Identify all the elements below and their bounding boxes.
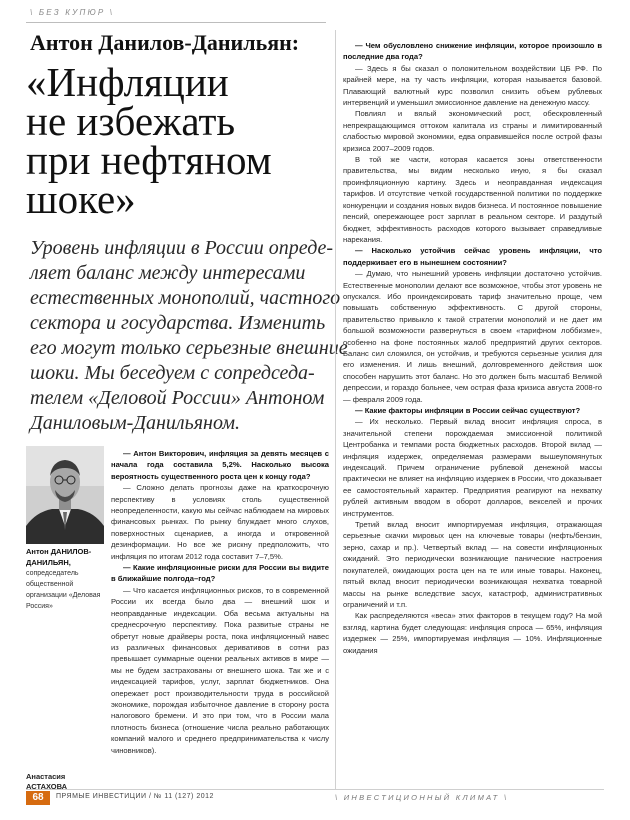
lead-line: естественных монополий, частного [30,287,341,309]
interview-answer: — Думаю, что нынешний уровень инфляции достаточно устойчив. Естественные монополии делают все возможное, чтобы этот уровень не опускался. Ибо проиндексировать тариф значительно проще, чем повышать собственную эффективность. С другой стороны, правительство привыкло к такой стратегии монополий и не дает им большой возможности развернуться в своем «тарифном лоббизме», особенно на фоне постоянных жалоб предприятий других секторов. Баланс сил сложился, он устойчив, и требуются серьезные усилия для его изменения. И лишь внешний, долговременного действия шок способен нарушить этот баланс. Но это должен быть масштаб Великой депрессии, и гораздо больнее, чем острая фаза кризиса августа 2008-го — февраля 2009 года. [343,269,602,404]
headline-line: шоке» [26,176,136,222]
interview-answer: — Их несколько. Первый вклад вносит инфляция спроса, в значительной степени порождаемая эмиссионной политикой Центробанка и темпами роста бюджетных расходов. Второй вклад — инфляция издержек, определяемая размерами вышеупомянутых индексаций. Причем ограничение рублевой денежной массы практически не влияет на инфляцию издержек в России, что доказывает ее самостоятельный характер. Предприятия реагируют на нехватку рублей активным вводом в оборот долларов, векселей и прочих инструментов. [343,417,602,518]
interview-question: — Чем обусловлено снижение инфляции, которое произошло в последние два года? [343,41,602,62]
portrait-photo [26,446,104,544]
caption-role: сопредседатель общественной организации «Деловая Россия» [26,570,101,610]
column-divider [335,30,336,790]
lead-paragraph [30,236,348,436]
speaker-name: Антон Данилов-Данильян: [30,30,300,55]
interview-answer: — Что касается инфляционных рисков, то в современной России их всегда было два — внешний шок и неоправданные индексации. Оба весьма актуальны на среднесрочную перспективу. Пока развитые страны не обретут новые драйверы роста, пока инфляционный навес из различных финансовых деривативов в сотни раз превышает суммарные оценки реальных активов в мире — мы не будем застрахованы от внешнего шока. Так же и с индексацией тарифов, услуг, зарплат бюджетников. Она опережает рост производительности труда в российской экономике, порождая избыточное давление в сторону роста налогового бремени. И это при том, что в России мала плотность бизнеса (отношение числа реально работающих компаний малого и среднего предпринимательства к числу чиновников). [111,585,329,755]
interview-answer: В той же части, которая касается зоны ответственности правительства, мы видим несколько иную, я бы сказал проинфляционную картину. Здесь и неоправданная индексация тарифов. И отсутствие четкой государственной политики по поддержке конкуренции и создания новых видов бизнеса. И постоянное повышение пенсий, опережающее рост зарплат в реальном секторе. И раздутый бюджет, эффективность расходов которого вызывает справедливые нарекания. [343,155,602,244]
interview-answer: Третий вклад вносит импортируемая инфляция, отражающая серьезные скачки мировых цен на ключевые товары (нефть/бензин, зерно, сахар и пр.). Четвертый вклад — на совести инфляционных ожиданий. Это периодически возникающие панические настроения покупателей, ожидающих роста цен на те или иные товары. Наконец, пятый вклад вносит периодически возникающая нехватка товарной массы на рынке вследствие засух, катастроф, административных ограничений и т.п. [343,520,602,609]
article-headline [26,59,272,222]
headline-line: при нефтяном [26,137,272,183]
interview-question: — Антон Викторович, инфляция за девять месяцев с начала года составила 5,2%. Насколько высока вероятность существенного роста цен к концу года? [111,449,329,481]
section-title: \ ИНВЕСТИЦИОННЫЙ КЛИМАТ \ [335,793,509,802]
lead-line: шоки. Мы беседуем с сопредседа- [30,362,315,384]
interview-question: — Насколько устойчив сейчас уровень инфляции, что поддерживает его в нынешнем состоянии? [343,246,602,267]
page-number: 68 [26,791,50,805]
interview-answer: — Сложно делать прогнозы даже на краткосрочную перспективу в условиях столь существенной неопределенности, какую мы сейчас наблюдаем на мировых финансовых рынках. По рынку блуждает много слухов, поверхностных сценариев, а иногда и откровенной дезинформации. Но все же рискну предположить, что инфляция по итогам 2012 года составит 7–7,5%. [111,483,329,561]
lead-line: Даниловым-Данильяном. [30,412,240,434]
lead-line: сектора и государства. Изменить [30,312,326,334]
article-column-right [343,40,602,656]
interview-answer: Как распределяются «веса» этих факторов в текущем году? На мой взгляд, картина будет следующая: инфляция спроса — 65%, инфляция издержек — 25%, импортируемая инфляция — 10%. Инфляционные ожидания [343,611,602,655]
lead-line: его могут только серьезные внешние [30,337,348,359]
interview-question: — Какие инфляционные риски для России вы видите в ближайшие полгода–год? [111,563,329,584]
header-divider [26,22,326,23]
section-rubric: \ БЕЗ КУПЮР \ [30,8,115,17]
footer-divider [26,789,604,790]
portrait-illustration [26,446,104,544]
interview-question: — Какие факторы инфляции в России сейчас существуют? [355,406,581,415]
caption-name: Антон ДАНИЛОВ-ДАНИЛЬЯН, [26,547,92,567]
author-byline: Анастасия АСТАХОВА [26,772,68,791]
interview-answer: — Здесь я бы сказал о положительном воздействии ЦБ РФ. По крайней мере, на ту часть инфляции, которая называется базовой. Плавающий валютный курс позволил снизить объем рублевых интервенций и уменьшил эмиссионное давление на денежную массу. [343,63,602,108]
lead-line: Уровень инфляции в России опреде- [30,237,334,259]
publication-info: ПРЯМЫЕ ИНВЕСТИЦИИ / № 11 (127) 2012 [56,793,214,800]
article-column-middle [111,448,329,756]
headline-line: «Инфляции [26,59,229,105]
headline-line: не избежать [26,98,236,144]
interview-answer: Повлиял и вялый экономический рост, обескровленный непрекращающимся оттоком капитала из страны и лимитированный слабостью мировой экономики, едва оправившейся после острой фазы кризиса 2007–2009 годов. [343,109,602,153]
lead-line: телем «Деловой России» Антоном [30,387,325,409]
photo-caption [26,546,106,612]
lead-line: ляет баланс между интересами [30,262,306,284]
